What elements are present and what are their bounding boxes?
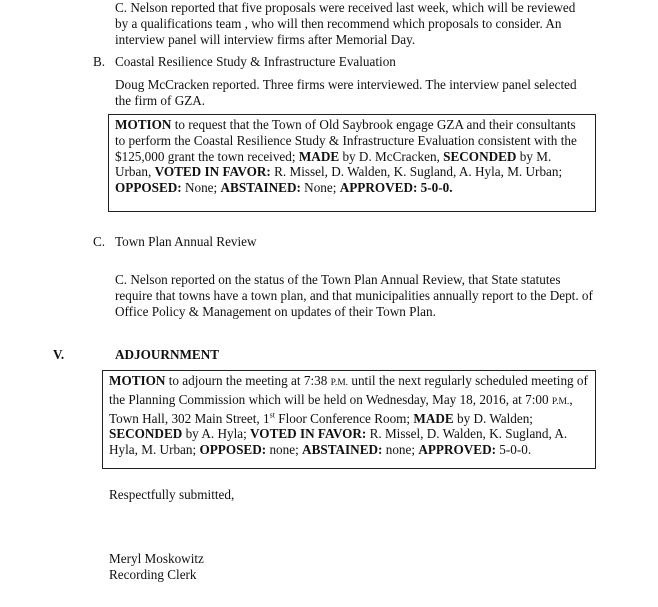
voted-text: R. Missel, D. Walden, K. Sugland, A. Hyla, M. Urban; — [274, 164, 563, 180]
motion-text-4: Floor Conference Room; — [278, 410, 411, 426]
made-text: by D. Walden; — [457, 410, 533, 426]
motion-label: MOTION — [115, 117, 172, 132]
section-v-numeral: V. — [53, 347, 65, 362]
item-b-paragraph: Doug McCracken reported. Three firms were interviewed. The interview panel selected the firm of GZA. — [115, 77, 577, 108]
ordinal-suffix: st — [269, 410, 275, 420]
motion-text-3: , Town Hall, 302 Main Street, 1 — [109, 391, 573, 426]
approved-text: 5-0-0. — [499, 442, 532, 458]
abstained-label: ABSTAINED: — [302, 442, 383, 458]
clerk-role: Recording Clerk — [109, 567, 197, 582]
motion-text-1: to adjourn the meeting at 7:38 — [168, 373, 328, 388]
made-label: MADE — [413, 410, 454, 426]
opposed-label: OPPOSED: — [199, 442, 267, 458]
clerk-name: Meryl Moskowitz — [109, 551, 204, 566]
voted-text: R. Missel, D. Walden, K. Sugland, A. Hyla, M. Urban; — [109, 426, 568, 458]
item-c-letter: C. — [93, 234, 106, 249]
motion-box-adjournment — [102, 370, 596, 469]
motion-text-2: until the next regularly scheduled meeting of the Planning Commission which will be held on Wednesday, May 18, 2016, at 7:00 — [109, 373, 588, 407]
item-a-paragraph: C. Nelson reported that five proposals were received last week, which will be reviewed by a qualifications team , who will then recommend which proposals to consider. An interview panel will interview firms after Memorial Day. — [115, 0, 576, 47]
item-b-letter: B. — [93, 54, 106, 69]
motion-text: to request that the Town of Old Saybrook engage GZA and their consultants to perform the Coastal Resilience Study & Infrastructure Evaluation consistent with the $125,000 grant the town received; — [115, 117, 577, 164]
abstained-text: None; — [304, 180, 337, 196]
time-suffix-1: P.M. — [330, 378, 349, 388]
section-v-title: ADJOURNMENT — [115, 347, 220, 362]
made-text: by D. McCracken, — [342, 148, 440, 164]
approved-text: 5-0-0. — [420, 180, 453, 196]
abstained-text: none; — [385, 442, 416, 458]
made-label: MADE — [298, 148, 340, 164]
seconded-text: by A. Hyla; — [185, 426, 247, 442]
voted-label: VOTED IN FAVOR: — [154, 164, 271, 180]
seconded-text: by M. Urban, — [115, 148, 552, 180]
seconded-label: SECONDED — [109, 426, 183, 442]
opposed-text: none; — [269, 442, 299, 458]
abstained-label: ABSTAINED: — [220, 180, 301, 196]
closing-line: Respectfully submitted, — [109, 487, 235, 502]
item-b-title: Coastal Resilience Study & Infrastructure Evaluation — [115, 54, 396, 69]
time-suffix-2: P.M. — [551, 396, 570, 407]
voted-label: VOTED IN FAVOR: — [250, 426, 367, 442]
approved-label: APPROVED: — [418, 442, 496, 458]
item-c-title: Town Plan Annual Review — [115, 234, 257, 249]
motion-box-b — [108, 114, 596, 212]
opposed-label: OPPOSED: — [115, 180, 182, 196]
approved-label: APPROVED: — [339, 180, 418, 196]
seconded-label: SECONDED — [443, 148, 517, 164]
motion-label: MOTION — [109, 373, 166, 388]
item-c-paragraph: C. Nelson reported on the status of the Town Plan Annual Review, that State statutes require that towns have a town plan, and that municipalities annually report to the Dept. of Office Policy & Management on updates of their Town Plan. — [115, 272, 593, 319]
opposed-text: None; — [184, 180, 218, 196]
